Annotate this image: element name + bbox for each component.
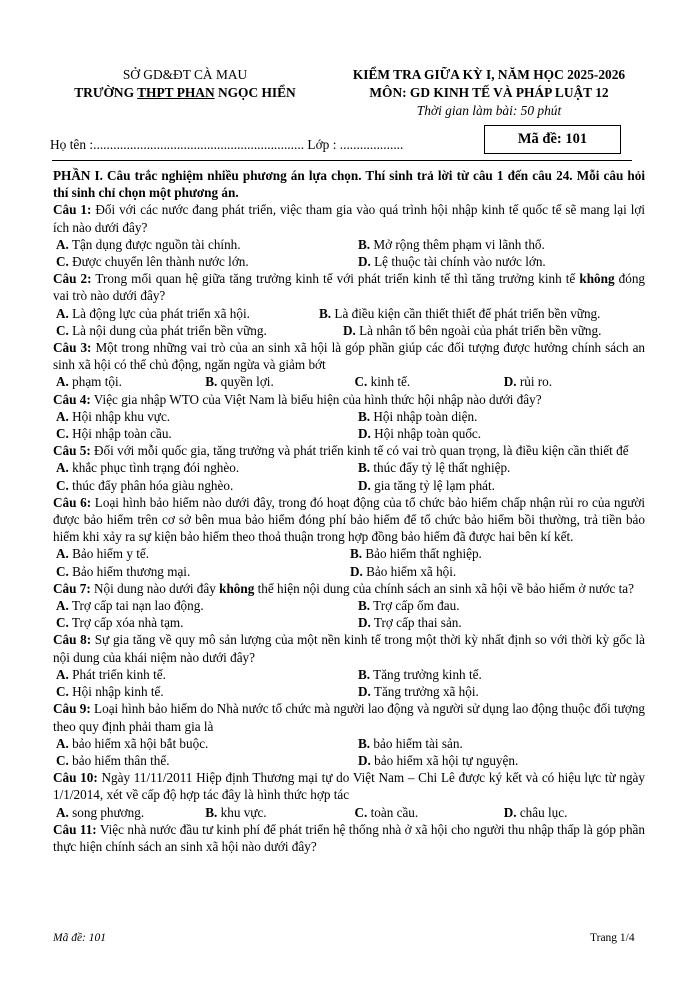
options-row: [53, 563, 645, 580]
option: [53, 683, 358, 700]
exam-body: [53, 167, 645, 855]
text-span: Phát triển kinh tế.: [68, 666, 166, 682]
option-letter: D.: [358, 426, 371, 442]
options-row: [53, 545, 645, 562]
option: [358, 752, 645, 769]
text-span: thể hiện nội dung của chính sách an sinh xã hội về bảo hiểm ở nước ta?: [254, 580, 634, 596]
text-span: đóng vai trò nào dưới đây?: [53, 271, 646, 304]
exam-code-box: Mã đề: 101: [484, 125, 621, 154]
option: [358, 614, 645, 631]
student-info-line: Họ tên :............................................................... Lớp : ...................: [50, 137, 404, 152]
department-name: SỞ GD&ĐT CÀ MAU: [122, 67, 248, 82]
text-span: Hội nhập khu vực.: [68, 408, 171, 424]
header-right: [330, 66, 648, 120]
question-label: Câu 7:: [53, 580, 91, 596]
question-text: [53, 270, 645, 304]
question-label: Câu 5:: [53, 443, 91, 459]
exam-duration: Thời gian làm bài: 50 phút: [416, 103, 562, 118]
question-label: Câu 10:: [53, 770, 98, 786]
option-letter: D.: [343, 322, 356, 338]
option-letter: B.: [319, 305, 332, 321]
option-letter: A.: [56, 666, 69, 682]
option-letter: D.: [503, 804, 517, 820]
option-letter: C.: [56, 615, 69, 631]
text-span: Loại hình bảo hiểm do Nhà nước tổ chức mà người lao động và người sử dụng lao động thuộc đối tượng theo quy định phải tham gia là: [53, 701, 646, 734]
option-letter: A.: [56, 408, 69, 424]
text-span: bảo hiểm tài sản.: [370, 735, 463, 751]
option: [53, 563, 350, 580]
question-label: Câu 4:: [53, 391, 91, 407]
option: [350, 563, 456, 580]
text-span: thúc đẩy phân hóa giàu nghèo.: [68, 477, 234, 493]
text-span: quyền lợi.: [217, 374, 274, 390]
text-span: Trợ cấp ốm đau.: [370, 598, 460, 614]
text-span: Bảo hiểm thất nghiệp.: [362, 546, 482, 562]
option-letter: A.: [56, 374, 69, 390]
option: [53, 305, 319, 322]
option-letter: D.: [358, 752, 371, 768]
option-letter: C.: [354, 374, 368, 390]
question-text: [53, 769, 645, 803]
header-left: [50, 66, 320, 102]
text-span: toàn cầu.: [367, 804, 419, 820]
options-row: [53, 305, 645, 322]
text-span: Trong mối quan hệ giữa tăng trưởng kinh tế với phát triển kinh tế thì tăng trưởng kinh tế: [91, 271, 580, 287]
option: [53, 253, 358, 270]
text-span: Hội nhập toàn diện.: [370, 408, 478, 424]
option: [358, 477, 645, 494]
option-letter: C.: [56, 322, 69, 338]
text-span: Loại hình bảo hiểm nào dưới đây, trong đó hoạt động của tổ chức bảo hiểm chấp nhận rủi ro của người được bảo hiểm trên cơ sở bên mua bảo hiểm đóng phí bảo hiểm để tổ chức bảo hiểm bồi thường, trả tiền bảo hiểm khi xảy ra sự kiện bảo hiểm theo thoả thuận trong hợp đồng bảo hiểm đã được hai bên kí kết.: [53, 494, 645, 545]
text-span: kinh tế.: [367, 374, 411, 390]
options-row: [53, 459, 645, 476]
option-letter: D.: [350, 563, 363, 579]
option: [358, 735, 645, 752]
text-span: Đối với mỗi quốc gia, tăng trưởng và phát triển kinh tế có vai trò quan trọng, là điều kiện cần thiết để: [90, 443, 629, 459]
option: [53, 459, 358, 476]
text-span: châu lục.: [516, 804, 568, 820]
option-letter: D.: [358, 254, 371, 270]
option: [53, 322, 343, 339]
option-letter: D.: [358, 477, 371, 493]
option: [319, 305, 600, 322]
text-span: song phương.: [68, 804, 145, 820]
text-span: Là động lực của phát triển xã hội.: [68, 305, 250, 321]
text-span: Hội nhập kinh tế.: [68, 684, 164, 700]
option: [358, 236, 645, 253]
option: [354, 804, 503, 821]
text-span: không: [579, 271, 615, 287]
text-span: Là nội dung của phát triển bền vững.: [68, 322, 267, 338]
option-letter: A.: [56, 305, 69, 321]
text-span: Tăng trưởng kinh tế.: [370, 666, 482, 682]
text-span: bảo hiểm xã hội bắt buộc.: [68, 735, 209, 751]
options-row: [53, 408, 645, 425]
option-letter: D.: [358, 615, 371, 631]
option-letter: B.: [358, 598, 371, 614]
text-span: không: [219, 580, 255, 596]
footer-page-number: Trang 1/4: [590, 932, 635, 944]
question-text: [53, 391, 645, 408]
footer-exam-code: Mã đề: 101: [53, 932, 107, 944]
options-row: [53, 322, 645, 339]
option: [504, 804, 645, 821]
option: [53, 804, 205, 821]
question-label: Câu 6:: [53, 494, 92, 510]
question-label: Câu 11:: [53, 821, 97, 837]
options-row: [53, 804, 645, 821]
option: [53, 373, 205, 390]
option-letter: C.: [56, 752, 69, 768]
text-span: khu vực.: [217, 804, 267, 820]
exam-subject: MÔN: GD KINH TẾ VÀ PHÁP LUẬT 12: [369, 85, 609, 100]
text-span: Là nhân tố bên ngoài của phát triển bền vững.: [355, 322, 602, 338]
option: [53, 752, 358, 769]
question-text: [53, 631, 645, 665]
question-label: Câu 2:: [53, 271, 92, 287]
option: [358, 425, 645, 442]
text-span: Ngày 11/11/2011 Hiệp định Thương mại tự do Việt Nam – Chi Lê được ký kết và có hiệu lực từ ngày 1/1/2014, xét về cấp độ hợp tác đây là hình thức hợp tác: [53, 770, 646, 803]
option: [358, 253, 645, 270]
question-text: [53, 339, 645, 373]
school-name: TRƯỜNG THPT PHAN NGỌC HIỂN: [74, 85, 296, 100]
option: [53, 597, 358, 614]
options-row: [53, 614, 645, 631]
text-span: Trợ cấp tai nạn lao động.: [68, 598, 204, 614]
option: [358, 597, 645, 614]
text-span: Đối với các nước đang phát triển, việc tham gia vào quá trình hội nhập kinh tế quốc tế sẽ mang lại lợi ích nào dưới đây?: [53, 202, 645, 235]
options-row: [53, 425, 645, 442]
option: [358, 666, 645, 683]
header-divider: [52, 160, 632, 161]
option: [358, 459, 645, 476]
options-row: [53, 253, 645, 270]
text-span: Bảo hiểm thương mại.: [68, 563, 191, 579]
option: [354, 373, 503, 390]
option-letter: B.: [358, 236, 371, 252]
question-text: [53, 700, 645, 734]
options-row: [53, 236, 645, 253]
question-label: Câu 3:: [53, 340, 92, 356]
option: [205, 804, 354, 821]
text-span: Là điều kiện cần thiết thiết để phát triển bền vững.: [331, 305, 601, 321]
text-span: rủi ro.: [516, 374, 553, 390]
option-letter: A.: [56, 735, 69, 751]
option: [53, 545, 350, 562]
options-row: [53, 683, 645, 700]
option-letter: B.: [358, 460, 371, 476]
option-letter: B.: [205, 804, 218, 820]
options-row: [53, 752, 645, 769]
option: [53, 408, 358, 425]
option-letter: C.: [56, 426, 69, 442]
option: [504, 373, 645, 390]
text-span: gia tăng tỷ lệ lạm phát.: [370, 477, 495, 493]
options-row: [53, 477, 645, 494]
option: [205, 373, 354, 390]
text-span: Hội nhập toàn cầu.: [68, 426, 172, 442]
option-letter: A.: [56, 546, 69, 562]
option: [53, 477, 358, 494]
option-letter: C.: [56, 563, 69, 579]
option-letter: C.: [56, 254, 69, 270]
text-span: Được chuyển lên thành nước lớn.: [68, 254, 249, 270]
text-span: Trợ cấp thai sản.: [370, 615, 462, 631]
option-letter: A.: [56, 598, 69, 614]
option-letter: C.: [354, 804, 368, 820]
option-letter: B.: [205, 374, 218, 390]
option-letter: A.: [56, 804, 69, 820]
options-row: [53, 666, 645, 683]
text-span: Một trong những vai trò của an sinh xã hội là góp phần giúp các đối tượng được hưởng chính sách an sinh xã hội có thể chủ động, ngăn ngừa và giảm bớt: [53, 340, 646, 373]
question-text: [53, 494, 645, 546]
question-label: Câu 9:: [53, 701, 91, 717]
option: [53, 666, 358, 683]
options-row: [53, 373, 645, 390]
text-span: Tận dụng được nguồn tài chính.: [68, 236, 241, 252]
option: [358, 408, 645, 425]
option-letter: A.: [56, 460, 69, 476]
text-span: Lệ thuộc tài chính vào nước lớn.: [370, 254, 546, 270]
text-span: Bảo hiểm xã hội.: [362, 563, 457, 579]
text-span: Nội dung nào dưới đây: [90, 580, 220, 596]
text-span: phạm tội.: [68, 374, 122, 390]
text-span: Việc nhà nước đầu tư kinh phí để phát triển hệ thống nhà ở xã hội cho người thu nhập thấp là góp phần thực hiện chính sách an sinh xã hội nào dưới đây?: [53, 821, 645, 854]
options-row: [53, 735, 645, 752]
part-title: PHẦN I. Câu trắc nghiệm nhiều phương án lựa chọn. Thí sinh trả lời từ câu 1 đến câu 24. Mỗi câu hỏi thí sinh chỉ chọn một phương án.: [53, 168, 645, 201]
question-label: Câu 1:: [53, 202, 92, 218]
text-span: khắc phục tình trạng đói nghèo.: [68, 460, 240, 476]
text-span: Mở rộng thêm phạm vi lãnh thổ.: [370, 236, 545, 252]
option-letter: B.: [358, 408, 371, 424]
text-span: bảo hiểm thân thể.: [68, 752, 170, 768]
text-span: Bảo hiểm y tế.: [68, 546, 150, 562]
text-span: Việc gia nhập WTO của Việt Nam là biểu hiện của hình thức hội nhập nào dưới đây?: [90, 391, 542, 407]
text-span: Trợ cấp xóa nhà tạm.: [68, 615, 184, 631]
option: [53, 425, 358, 442]
option: [53, 735, 358, 752]
text-span: Sự gia tăng về quy mô sản lượng của một nền kinh tế trong một thời kỳ nhất định so với thời kỳ gốc là nội dung của khái niệm nào dưới đây?: [53, 632, 646, 665]
option-letter: C.: [56, 477, 69, 493]
option: [358, 683, 645, 700]
question-text: [53, 442, 645, 459]
question-label: Câu 8:: [53, 632, 92, 648]
option: [350, 545, 482, 562]
text-span: Hội nhập toàn quốc.: [370, 426, 482, 442]
option-letter: A.: [56, 236, 69, 252]
text-span: bảo hiểm xã hội tự nguyện.: [370, 752, 519, 768]
option-letter: D.: [503, 374, 517, 390]
text-span: thúc đẩy tỷ lệ thất nghiệp.: [370, 460, 511, 476]
text-span: Tăng trưởng xã hội.: [370, 684, 479, 700]
question-text: [53, 821, 645, 855]
question-text: [53, 580, 645, 597]
question-text: [53, 201, 645, 235]
option-letter: B.: [350, 546, 363, 562]
exam-title: KIỂM TRA GIỮA KỲ I, NĂM HỌC 2025-2026: [352, 67, 626, 82]
option-letter: D.: [358, 684, 371, 700]
option-letter: B.: [358, 666, 371, 682]
options-row: [53, 597, 645, 614]
option: [53, 236, 358, 253]
option: [343, 322, 601, 339]
option: [53, 614, 358, 631]
option-letter: B.: [358, 735, 371, 751]
option-letter: C.: [56, 684, 69, 700]
